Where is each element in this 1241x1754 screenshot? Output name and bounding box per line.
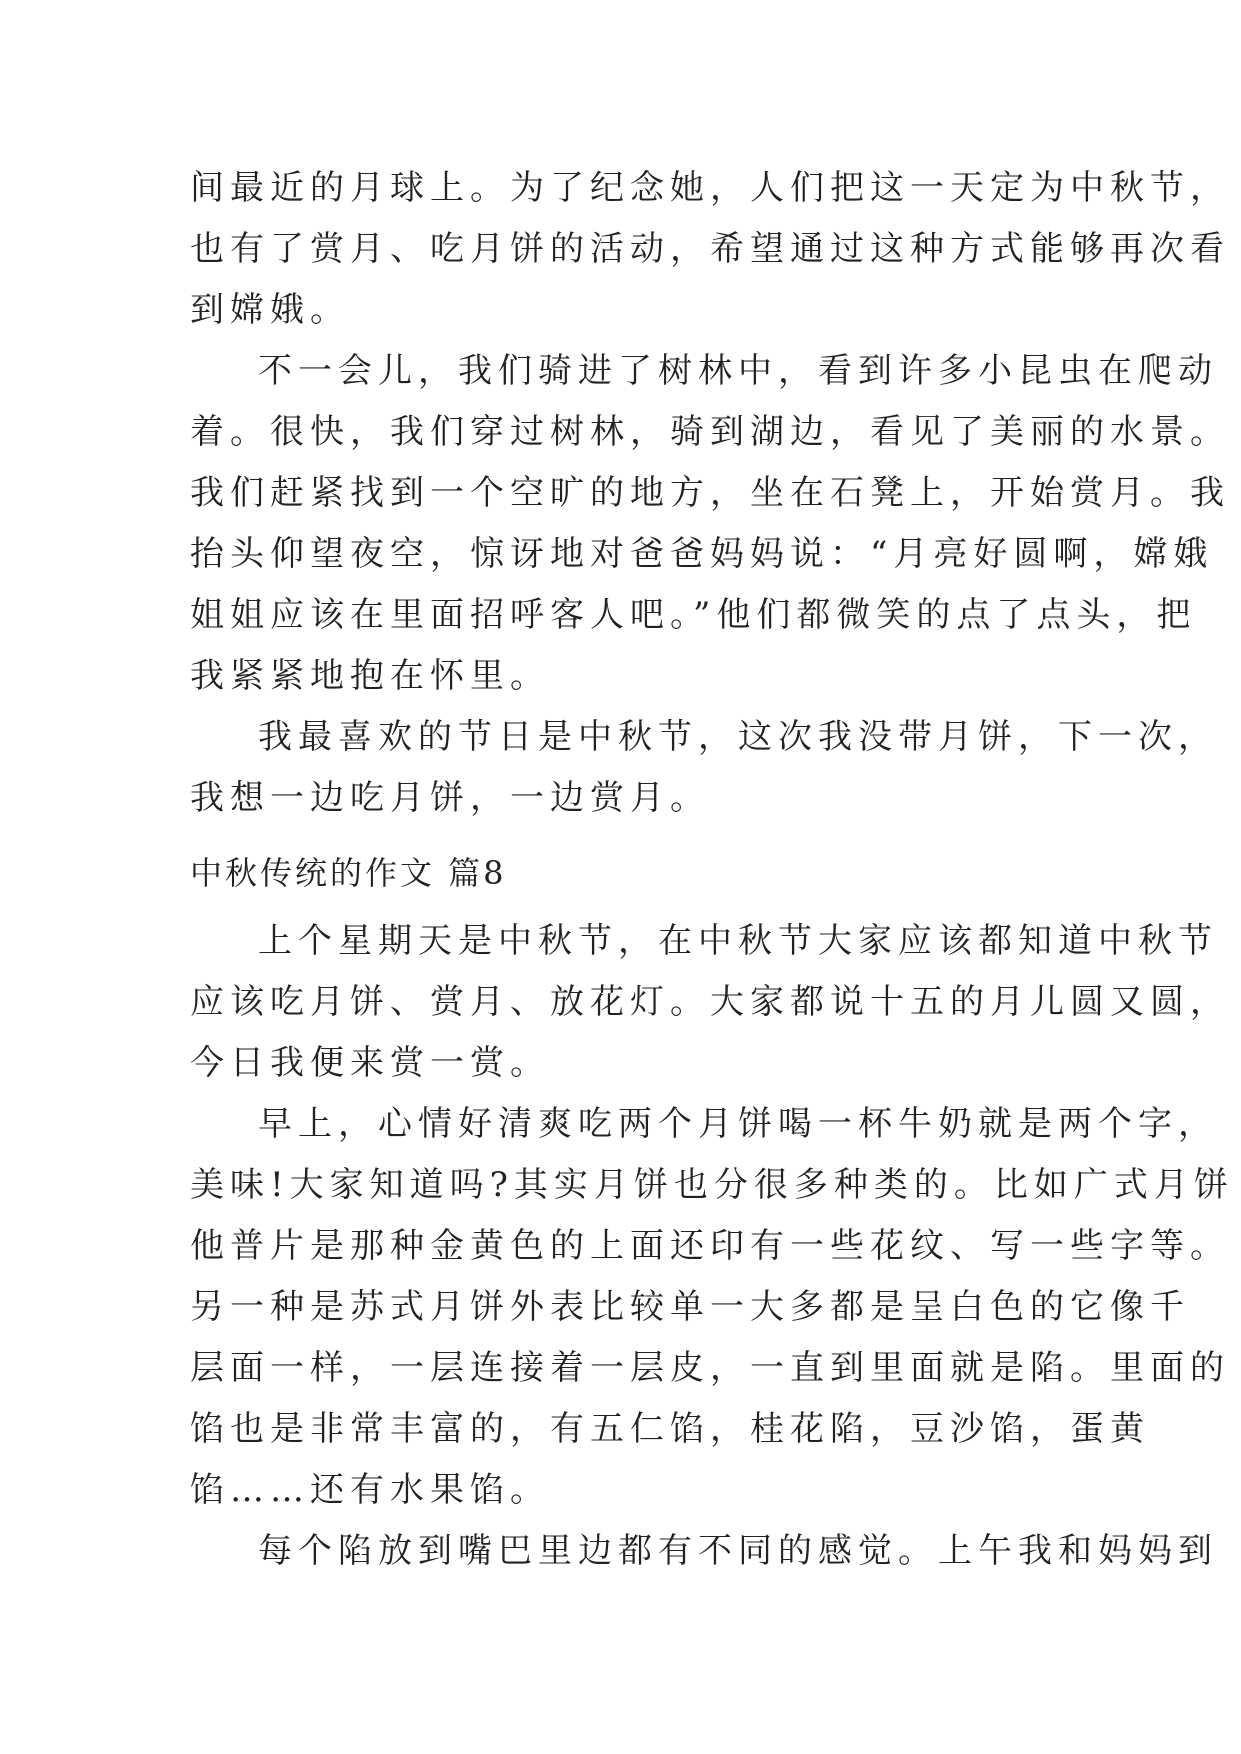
text-line: 今日我便来赏一赏。 [190, 1043, 550, 1083]
text-line: 抬头仰望夜空，惊讶地对爸爸妈妈说：“月亮好圆啊，嫦娥 [190, 534, 1214, 574]
paragraph-first-line: 上个星期天是中秋节，在中秋节大家应该都知道中秋节 [258, 921, 1218, 961]
paragraph-first-line: 不一会儿，我们骑进了树林中，看到许多小昆虫在爬动 [258, 351, 1218, 391]
text-line: 馅……还有水果馅。 [190, 1470, 550, 1510]
paragraph-first-line: 我最喜欢的节日是中秋节，这次我没带月饼，下一次， [258, 717, 1218, 757]
text-line: 姐姐应该在里面招呼客人吧。”他们都微笑的点了点头，把 [190, 595, 1197, 635]
paragraph-first-line: 每个陷放到嘴巴里边都有不同的感觉。上午我和妈妈到 [258, 1531, 1218, 1571]
text-line: 应该吃月饼、赏月、放花灯。大家都说十五的月儿圆又圆， [190, 982, 1230, 1022]
text-line: 我们赶紧找到一个空旷的地方，坐在石凳上，开始赏月。我 [190, 473, 1230, 513]
text-line: 我想一边吃月饼，一边赏月。 [190, 778, 710, 818]
text-line: 也有了赏月、吃月饼的活动，希望通过这种方式能够再次看 [190, 229, 1230, 269]
essay-text-section-2 [190, 911, 1234, 1582]
text-line: 到嫦娥。 [190, 290, 350, 330]
section-heading: 中秋传统的作文 篇8 [190, 854, 507, 892]
text-line: 间最近的月球上。为了纪念她，人们把这一天定为中秋节， [190, 168, 1230, 208]
essay-text-section-1 [190, 158, 1230, 829]
text-line: 层面一样，一层连接着一层皮，一直到里面就是陷。里面的 [190, 1348, 1230, 1388]
text-line: 着。很快，我们穿过树林，骑到湖边，看见了美丽的水景。 [190, 412, 1230, 452]
paragraph-first-line: 早上，心情好清爽吃两个月饼喝一杯牛奶就是两个字， [258, 1104, 1218, 1144]
text-line: 我紧紧地抱在怀里。 [190, 656, 550, 696]
text-line: 美味!大家知道吗?其实月饼也分很多种类的。比如广式月饼 [190, 1165, 1234, 1205]
text-line: 他普片是那种金黄色的上面还印有一些花纹、写一些字等。 [190, 1226, 1230, 1266]
text-line: 另一种是苏式月饼外表比较单一大多都是呈白色的它像千 [190, 1287, 1190, 1327]
text-line: 馅也是非常丰富的，有五仁馅，桂花陷，豆沙馅，蛋黄 [190, 1409, 1150, 1449]
